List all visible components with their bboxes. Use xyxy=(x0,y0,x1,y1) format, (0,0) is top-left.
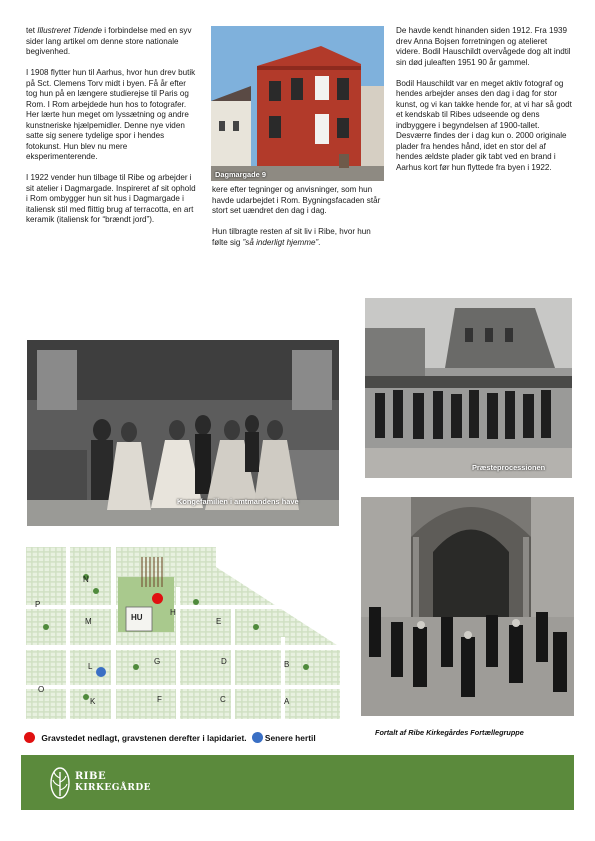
map-label-k: K xyxy=(90,697,96,706)
paragraph: tet Illustreret Tidende i forbindelse med en syv sider lang artikel om denne store nationale begivenhed. xyxy=(26,26,192,56)
map-label-b: B xyxy=(284,660,290,669)
paragraph: kere efter tegninger og anvisninger, som hun havde udarbejdet i Rom. Bygningsfacaden står stort set uændret den dag i dag. xyxy=(212,185,381,215)
house-illustration xyxy=(211,26,384,181)
map-label-c: C xyxy=(220,695,226,704)
cemetery-map xyxy=(26,547,340,719)
paragraph: I 1922 vender hun tilbage til Ribe og arbejder i sit atelier i Dagmargade. Inspireret af sit ophold i Rom ombygger hun sit hus i Dagmargade i italiensk stil med flittig brug af terracotta, en art keramik (italiensk for “brændt jord”). xyxy=(26,173,196,224)
map-label-n: N xyxy=(83,575,89,584)
map-label-h: H xyxy=(170,608,176,617)
map-label-a: A xyxy=(284,697,290,706)
text-column-3 xyxy=(396,26,572,173)
map-label-p: P xyxy=(35,600,41,609)
photo-church-procession xyxy=(361,497,574,716)
photo-caption: Kongefamilien i amtmandens have xyxy=(177,497,299,506)
map-label-l: L xyxy=(88,662,93,671)
paragraph: Bodil Hauschildt var en meget aktiv fotograf og hendes arbejder anses den dag i dag for stor kunst, og vi kan takke hende for, at vi har så godt et kendskab til Ribes udseende og dens indbyggere i begyndelsen af 1900-tallet. Desværre findes der i dag kun o. 2000 originale plader fra hendes hånd, idet en stor del af hendes ældste plader gik tabt ved en brand i Aarhus kort før hun flyttede fra byen i 1922. xyxy=(396,78,572,172)
ribe-logo xyxy=(49,766,189,800)
photo-caption: Dagmargade 9 xyxy=(215,170,266,179)
map-label-g: G xyxy=(154,657,161,666)
grave-marker-blue xyxy=(96,667,106,677)
grave-marker-red xyxy=(152,593,163,604)
map-label-m: M xyxy=(85,617,92,626)
paragraph: I 1908 flytter hun til Aarhus, hvor hun drev butik på Sct. Clemens Torv midt i byen. Få år efter tog hun på en længere studierejse til Paris og Rom. I Rom arbejdede hun hos to fotografer. Her lærte hun meget om lyssætning og andre kunstneriske hjælpemidler. Denne nye viden satte sig senere tydelige spor i hendes fotokunst. Hun blev nu mere eksperimenterende. xyxy=(26,68,196,161)
photo-priest-procession xyxy=(365,298,572,478)
logo-text-ribe: RIBE xyxy=(75,771,107,782)
map-legend xyxy=(24,732,364,746)
legend-red-text: Gravstedet nedlagt, gravstenen derefter i lapidariet. xyxy=(41,733,247,743)
map-label-hu: HU xyxy=(131,613,143,622)
legend-blue-text: Senere hertil xyxy=(264,733,316,743)
tree-logo-icon xyxy=(49,766,71,800)
credit-line: Fortalt af Ribe Kirkegårdes Fortællegruppe xyxy=(375,728,524,737)
text-column-2 xyxy=(212,185,384,248)
church-procession-illustration xyxy=(361,497,574,716)
map-label-o: O xyxy=(38,685,45,694)
photo-caption: Præsteprocessionen xyxy=(472,463,546,472)
legend-blue-dot xyxy=(252,732,263,743)
photo-royal-family xyxy=(27,340,339,526)
map-label-d: D xyxy=(221,657,227,666)
logo-text-kirkegaarde: KIRKEGÅRDE xyxy=(75,783,152,793)
paragraph: De havde kendt hinanden siden 1912. Fra 1939 drev Anna Bojsen forretningen og atelieret videre. Bodil Hauschildt overvågede dog alt indtil sin død juleaften 1951 90 år gammel. xyxy=(396,26,571,67)
procession-illustration xyxy=(365,298,572,478)
photo-dagmargade xyxy=(211,26,384,181)
legend-red-dot xyxy=(24,732,35,743)
paragraph: Hun tilbragte resten af sit liv i Ribe, hvor hun følte sig ”så inderligt hjemme”. xyxy=(212,227,371,247)
map-label-f: F xyxy=(157,695,162,704)
map-label-e: E xyxy=(216,617,222,626)
footer-bar xyxy=(21,755,574,810)
text-column-1 xyxy=(26,26,198,226)
